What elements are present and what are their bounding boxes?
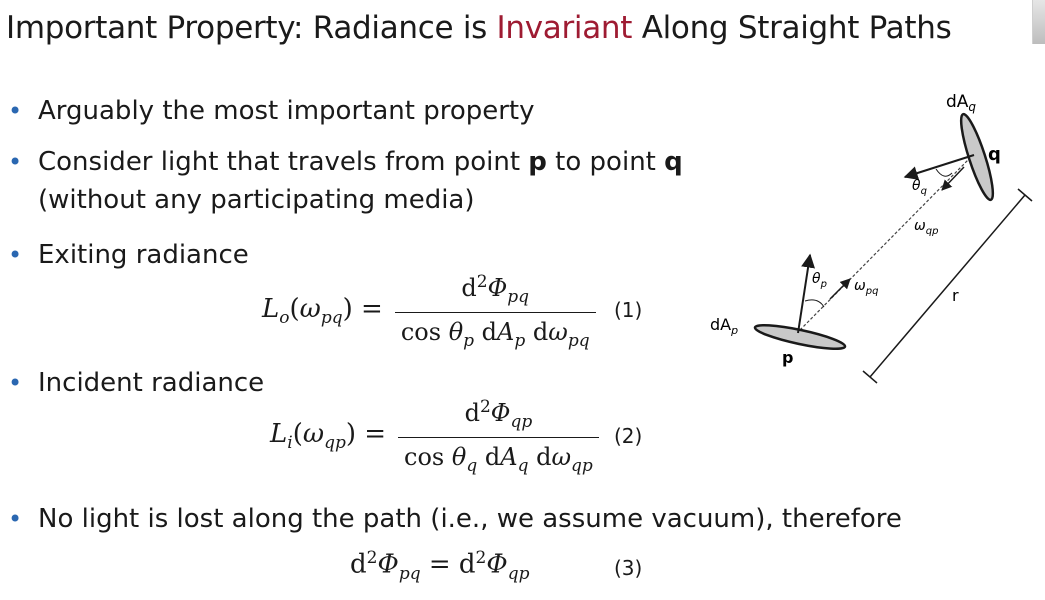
bullet-text: Arguably the most important property — [38, 96, 535, 126]
label-omega-pq: $\omega_{pq}$ — [854, 278, 879, 297]
bullet-text: Consider light that travels from point — [38, 147, 529, 177]
label-r: r — [952, 286, 959, 305]
label-dAp: $dA_p$ — [710, 315, 739, 337]
bullet-item-2 — [8, 143, 683, 219]
path-line — [800, 160, 968, 330]
title-accent-word: Invariant — [496, 10, 633, 46]
equation-2: $L_i(\omega_{qp})$ = $\frac{d^2\Phi_{qp}}{\cos \theta_q dA_q d\omega_{qp}}$ — [270, 397, 599, 476]
bullet-dot-icon: • — [8, 369, 23, 397]
label-theta-p: $\theta_p$ — [812, 271, 827, 290]
equation-2-number: (2) — [614, 424, 643, 448]
bullet-item-5 — [8, 500, 902, 538]
title-text-start: Important Property: Radiance is — [6, 10, 497, 46]
label-q: q — [988, 144, 1001, 165]
label-omega-qp: $\omega_{qp}$ — [914, 218, 939, 237]
label-theta-q: $\theta_q$ — [912, 178, 927, 197]
equation-2-fraction: $\frac{d^2\Phi_{qp}}{\cos \theta_q dA_q d\omega_{qp}}$ — [398, 397, 599, 476]
bullet-dot-icon: • — [8, 505, 23, 533]
bullet-item-1 — [8, 92, 535, 130]
distance-r-tick-end — [1018, 189, 1032, 201]
equation-3: $d^2\Phi_{pq} = d^2\Phi_{qp}$ — [350, 548, 530, 584]
bullet-dot-icon: • — [8, 97, 23, 125]
bullet-continuation: (without any participating media) — [38, 185, 475, 215]
point-p-label: p — [528, 147, 547, 177]
distance-r-line — [870, 195, 1025, 377]
point-q-label: q — [664, 147, 683, 177]
corner-logo-icon — [1032, 0, 1045, 44]
equation-3-number: (3) — [614, 556, 643, 580]
equation-1-number: (1) — [614, 298, 643, 322]
equation-1: $L_o(\omega_{pq})$ = $\frac{d^2\Phi_{pq}}{\cos \theta_p dA_p d\omega_{pq}}$ — [262, 272, 596, 351]
theta-q-arc — [936, 169, 952, 176]
bullet-item-4 — [8, 364, 264, 402]
equation-1-fraction: $\frac{d^2\Phi_{pq}}{\cos \theta_p dA_p d\omega_{pq}}$ — [395, 272, 596, 351]
bullet-dot-icon: • — [8, 148, 23, 176]
bullet-dot-icon: • — [8, 241, 23, 269]
bullet-text: to point — [546, 147, 665, 177]
bullet-text: Exiting radiance — [38, 240, 249, 270]
radiance-path-diagram — [700, 85, 1040, 395]
theta-p-arc — [805, 300, 824, 307]
omega-pq-arrow — [830, 279, 850, 299]
label-p: p — [782, 348, 794, 367]
bullet-text: Incident radiance — [38, 368, 265, 398]
omega-qp-arrow — [942, 167, 964, 190]
bullet-item-3 — [8, 236, 249, 274]
bullet-text: No light is lost along the path (i.e., we assume vacuum), therefore — [38, 504, 902, 534]
label-dAq: $dA_q$ — [946, 92, 977, 114]
distance-r-tick-start — [863, 371, 877, 383]
title-text-end: Along Straight Paths — [632, 10, 952, 46]
slide-title — [6, 10, 951, 46]
